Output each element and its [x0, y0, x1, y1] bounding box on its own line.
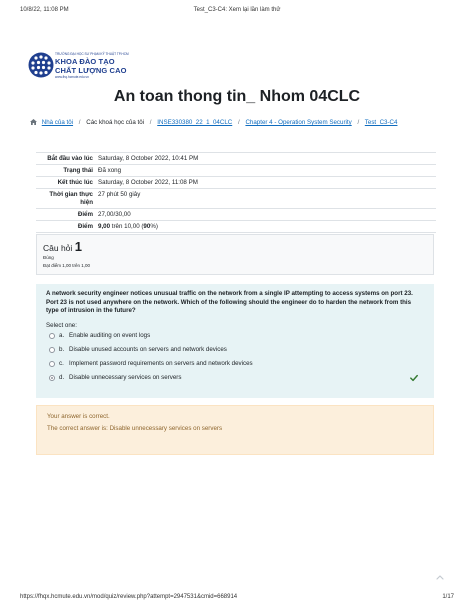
- breadcrumb-quiz[interactable]: Test_C3-C4: [364, 119, 398, 126]
- feedback-correct: Your answer is correct.: [47, 413, 110, 420]
- breadcrumb: Nhà của tôi / Các khoá học của tôi / INSE330380_22_1_04CLC / Chapter 4 - Operation System Security / Test_C3-C4: [30, 119, 454, 126]
- feedback-right-answer: The correct answer is: Disable unnecessary services on servers: [47, 425, 223, 432]
- question-state: Đúng: [43, 255, 54, 260]
- breadcrumb-course[interactable]: INSE330380_22_1_04CLC: [157, 119, 233, 126]
- breadcrumb-my-courses: Các khoá học của tôi: [86, 119, 145, 126]
- radio-icon[interactable]: [49, 333, 55, 339]
- answer-option-c[interactable]: c. Implement password requirements on servers and network devices: [46, 357, 424, 371]
- summary-row-grade: Điểm 9,00 trên 10,00 (90%): [36, 221, 436, 233]
- question-grade: Đạt điểm 1,00 trên 1,00: [43, 263, 91, 268]
- question-text: A network security engineer notices unusual traffic on the network from a single IP attempting to access systems on port 23. Port 23 is not used anywhere on the network. Which of the following should the engineer do to harden the network from this type of intrusion in the future?: [46, 290, 413, 314]
- chevron-up-icon[interactable]: [434, 571, 446, 583]
- answer-option-a[interactable]: a. Enable auditing on event logs: [46, 329, 424, 343]
- check-icon: [410, 374, 418, 382]
- home-icon: [30, 119, 37, 125]
- radio-icon[interactable]: [49, 361, 55, 367]
- answer-option-b[interactable]: b. Disable unused accounts on servers and network devices: [46, 343, 424, 357]
- print-page-number: 1/17: [442, 594, 454, 600]
- attempt-summary-table: [36, 152, 436, 233]
- summary-row-time-taken: Thời gian thực hiện 27 phút 50 giây: [36, 189, 436, 209]
- question-info-box: [36, 234, 434, 275]
- page-title: An toan thong tin_ Nhom 04CLC: [113, 88, 361, 105]
- breadcrumb-chapter[interactable]: Chapter 4 - Operation System Security: [245, 119, 352, 126]
- breadcrumb-home[interactable]: Nhà của tôi: [41, 119, 74, 126]
- radio-selected-icon[interactable]: [49, 375, 55, 381]
- print-header: [20, 7, 454, 19]
- radio-icon[interactable]: [49, 347, 55, 353]
- question-number: Câu hỏi 1: [43, 239, 82, 254]
- summary-row-state: Trạng thái Đã xong: [36, 165, 436, 177]
- summary-row-completed: Kết thúc lúc Saturday, 8 October 2022, 11:08 PM: [36, 177, 436, 189]
- print-datetime: 10/8/22, 11:08 PM: [20, 7, 69, 13]
- answer-options: [46, 329, 424, 385]
- faculty-logo[interactable]: [28, 52, 133, 82]
- answer-option-d[interactable]: d. Disable unnecessary services on servers: [46, 371, 424, 385]
- print-doc-title: Test_C3-C4: Xem lại lần làm thử: [193, 7, 281, 13]
- logo-line-1: KHOA ĐÀO TẠO: [55, 57, 115, 66]
- logo-university: TRƯỜNG ĐẠI HỌC SƯ PHẠM KỸ THUẬT TP.HCM: [55, 52, 129, 56]
- answer-feedback: [36, 405, 434, 455]
- logo-website: www.fhq.hcmute.edu.vn: [55, 75, 89, 79]
- summary-row-marks: Điểm 27,00/30,00: [36, 209, 436, 221]
- question-content: [36, 284, 434, 398]
- logo-globe-icon: [28, 52, 54, 78]
- logo-line-2: CHẤT LƯỢNG CAO: [55, 66, 127, 75]
- print-url: https://fhqx.hcmute.edu.vn/mod/quiz/review.php?attempt=2947531&cmid=668914: [20, 594, 238, 600]
- select-one-prompt: Select one:: [46, 321, 77, 329]
- summary-row-started: Bắt đầu vào lúc Saturday, 8 October 2022, 10:41 PM: [36, 153, 436, 165]
